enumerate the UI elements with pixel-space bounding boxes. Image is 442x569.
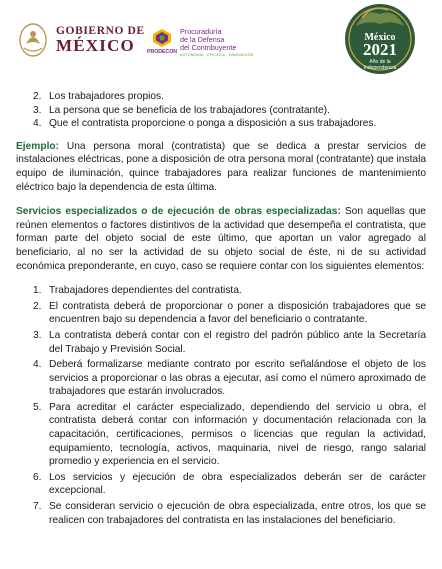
prodecon-line2: de la Defensa bbox=[180, 35, 225, 45]
list-number: 7. bbox=[33, 501, 42, 513]
participants-list bbox=[16, 90, 426, 131]
servicios-paragraph bbox=[16, 205, 426, 273]
prodecon-tagline: AUTONOMÍA · EFICACIA · INNOVACIÓN bbox=[180, 53, 254, 58]
list-item bbox=[16, 300, 426, 327]
list-text: La persona que se beneficia de los trabajadores (contratante). bbox=[49, 104, 330, 116]
list-number: 5. bbox=[33, 401, 42, 413]
list-text: Se consideran servicio o ejecución de obra especializada, entre otros, los que se realicen con trabajadores del contratista en las instalaciones del beneficiario. bbox=[49, 501, 426, 526]
seal-line1: México bbox=[364, 32, 396, 43]
list-text: Para acreditar el carácter especializado, dependiendo del servicio u obra, el contratista deberá contar con información y documentación relacionada con la capacitación, certificaciones, permisos o licencias que regulan la actividad, equipamiento, tecnología, activos, maquinaria, nivel de riesgo, rango salarial promedio y experiencia en el servicio. bbox=[49, 401, 426, 468]
list-number: 2. bbox=[33, 91, 42, 102]
eagle-emblem-icon bbox=[18, 22, 48, 58]
list-item bbox=[16, 500, 426, 527]
list-item bbox=[16, 284, 426, 298]
list-item bbox=[16, 329, 426, 356]
seal-line3: Año de la bbox=[369, 59, 391, 65]
gob-title-line2: MÉXICO bbox=[56, 36, 135, 56]
list-text: Los trabajadores propios. bbox=[49, 91, 164, 102]
gob-title-line1: GOBIERNO DE bbox=[56, 25, 145, 38]
list-item bbox=[16, 401, 426, 469]
prodecon-line1: Procuraduría bbox=[180, 27, 222, 36]
list-text: Deberá formalizarse mediante contrato por escrito señalándose el objeto de los servicios a proporcionar o las obras a ejecutar, así como el número aproximado de trabajadores que estarán involucrados. bbox=[49, 359, 426, 398]
list-item bbox=[16, 90, 426, 104]
list-item bbox=[16, 117, 426, 131]
mexico-2021-seal-icon bbox=[342, 2, 418, 76]
gobierno-de-mexico-logo bbox=[18, 22, 145, 58]
ejemplo-label: Ejemplo: bbox=[16, 140, 60, 152]
prodecon-logo bbox=[148, 28, 253, 60]
list-number: 3. bbox=[33, 104, 42, 116]
list-text: Que el contratista proporcione o ponga a disposición a sus trabajadores. bbox=[49, 118, 377, 130]
document-body bbox=[16, 90, 426, 529]
page-header bbox=[0, 0, 442, 80]
prodecon-name: PRODECON bbox=[147, 49, 177, 55]
list-item bbox=[16, 471, 426, 498]
list-text: La contratista deberá contar con el registro del padrón público ante la Secretaría del Trabajo y Previsión Social. bbox=[49, 329, 426, 355]
list-number: 6. bbox=[33, 471, 42, 483]
seal-year: 2021 bbox=[363, 40, 397, 59]
ejemplo-paragraph bbox=[16, 140, 426, 194]
list-number: 2. bbox=[33, 300, 42, 312]
servicios-label: Servicios especializados o de ejecución de obras especializadas: bbox=[16, 206, 341, 218]
list-number: 4. bbox=[33, 118, 42, 130]
prodecon-emblem-icon bbox=[151, 28, 173, 48]
list-number: 3. bbox=[33, 329, 42, 341]
list-item bbox=[16, 104, 426, 118]
list-item bbox=[16, 358, 426, 399]
list-number: 1. bbox=[33, 285, 42, 297]
prodecon-line3: del Contribuyente bbox=[180, 43, 237, 53]
list-text: El contratista deberá de proporcionar o poner a disposición trabajadores que se encuentren bajo su dependencia a favor del beneficiario o contratante. bbox=[49, 300, 426, 326]
seal-line4: Independencia bbox=[363, 65, 397, 71]
ejemplo-text: Una persona moral (contratista) que se dedica a prestar servicios de instalaciones eléctricas, pone a disposición de otra persona moral (contratante) que instala equipo de iluminación, quince trabajadores para realizar funciones de mantenimiento eléctrico bajo la dependencia de esta última. bbox=[16, 140, 426, 193]
servicios-text: Son aquellas que reúnen elementos o factores distintivos de la actividad que desempeña el contratista, que forman parte del objeto social de este último, que aportan un valor agregado al beneficiario, al no ser la actividad de su objeto social de éste, ni de su actividad económica preponderante, en cuyo, caso se requiere contar con los siguientes elementos: bbox=[16, 206, 426, 272]
list-text: Los servicios y ejecución de obra especializados deberán ser de carácter excepcional. bbox=[49, 471, 426, 497]
list-number: 4. bbox=[33, 359, 42, 371]
elements-list bbox=[16, 284, 426, 527]
list-text: Trabajadores dependientes del contratista. bbox=[49, 285, 242, 297]
